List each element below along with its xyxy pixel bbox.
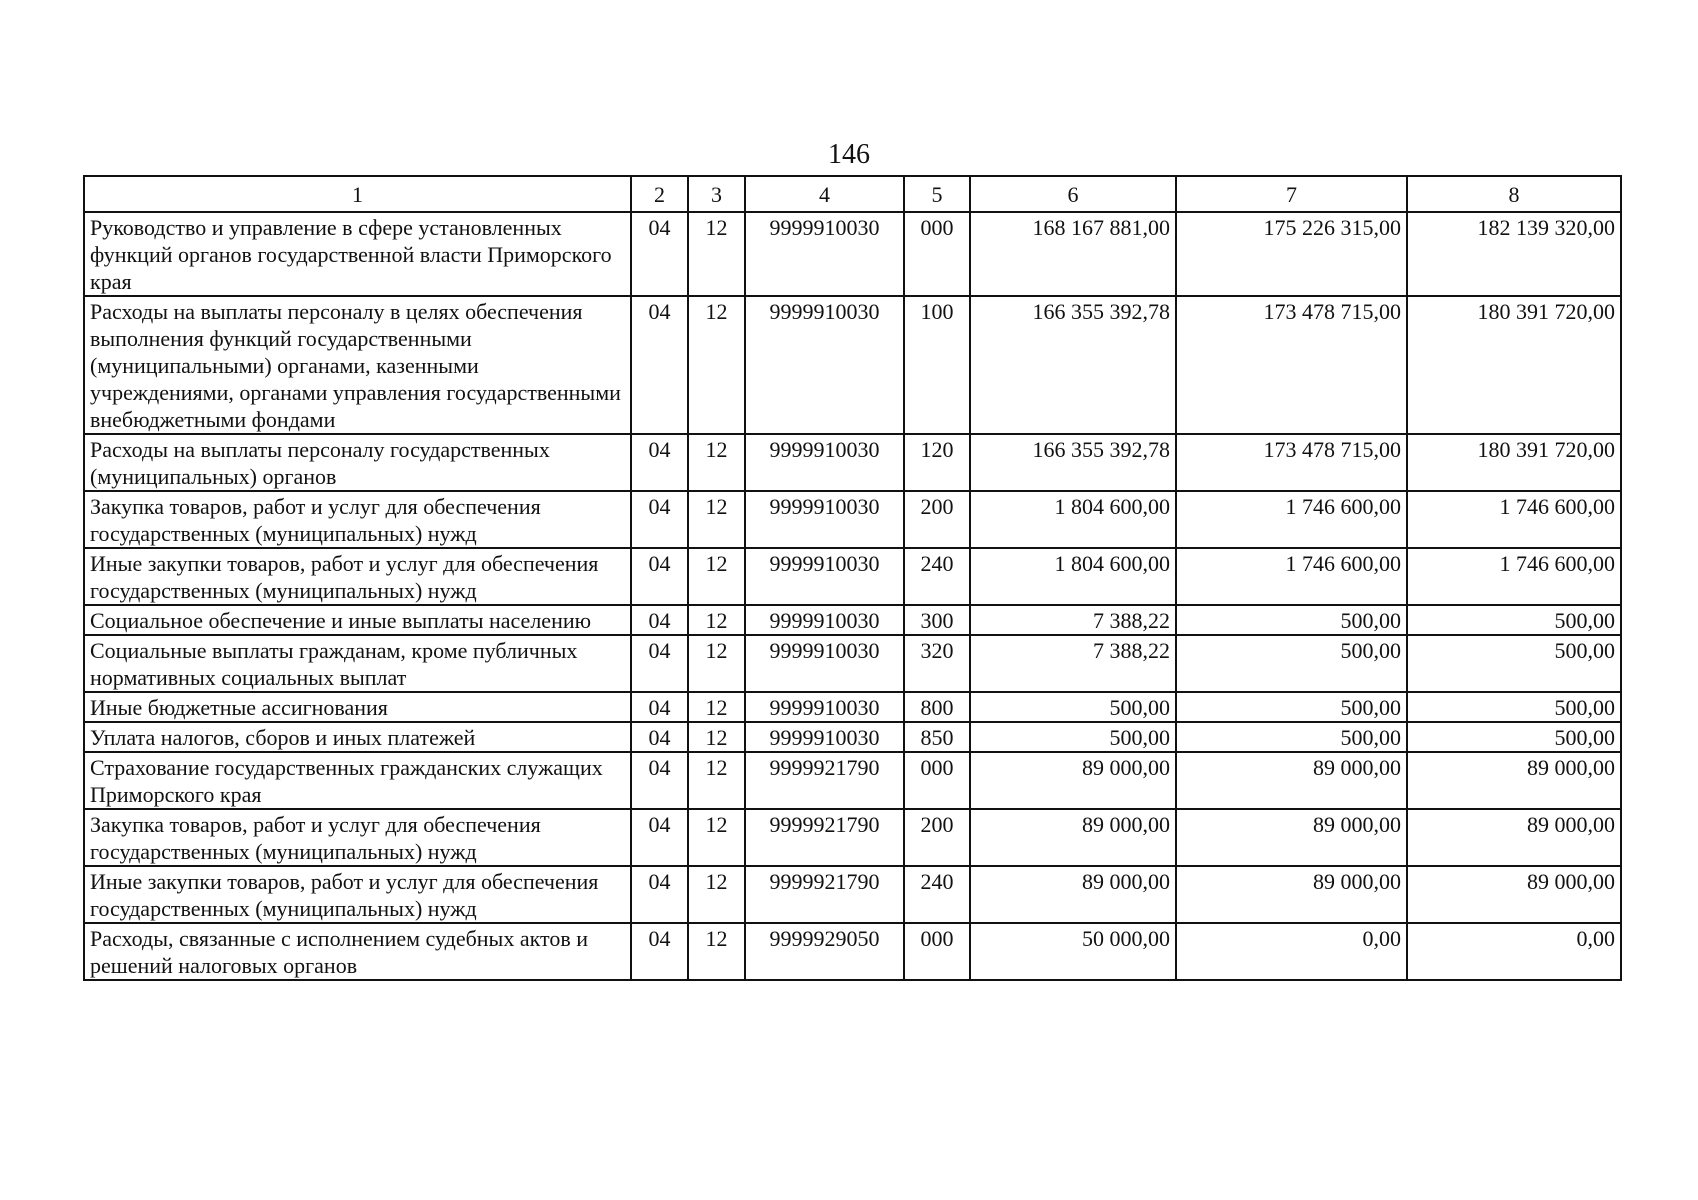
target-article-code: 9999929050 bbox=[745, 923, 904, 980]
col-header-4: 4 bbox=[745, 176, 904, 212]
expense-type-code: 200 bbox=[904, 809, 970, 866]
subsection-code: 12 bbox=[688, 923, 745, 980]
target-article-code: 9999921790 bbox=[745, 752, 904, 809]
amount-col-8: 180 391 720,00 bbox=[1407, 296, 1621, 434]
table-row bbox=[84, 752, 1621, 809]
subsection-code: 12 bbox=[688, 491, 745, 548]
target-article-code: 9999910030 bbox=[745, 692, 904, 722]
header-row bbox=[84, 176, 1621, 212]
amount-col-6: 500,00 bbox=[970, 692, 1176, 722]
amount-col-7: 500,00 bbox=[1176, 692, 1407, 722]
subsection-code: 12 bbox=[688, 548, 745, 605]
amount-col-6: 7 388,22 bbox=[970, 635, 1176, 692]
amount-col-8: 1 746 600,00 bbox=[1407, 491, 1621, 548]
section-code: 04 bbox=[631, 605, 688, 635]
table-body bbox=[84, 212, 1621, 980]
expense-name: Социальное обеспечение и иные выплаты населению bbox=[84, 605, 631, 635]
expense-type-code: 800 bbox=[904, 692, 970, 722]
amount-col-6: 89 000,00 bbox=[970, 809, 1176, 866]
target-article-code: 9999910030 bbox=[745, 491, 904, 548]
expense-name: Расходы на выплаты персоналу в целях обеспечения выполнения функций государственными (муниципальными) органами, казенными учреждениями, органами управления государственными внебюджетными фондами bbox=[84, 296, 631, 434]
expense-name: Иные закупки товаров, работ и услуг для обеспечения государственных (муниципальных) нужд bbox=[84, 548, 631, 605]
col-header-1: 1 bbox=[84, 176, 631, 212]
amount-col-7: 500,00 bbox=[1176, 605, 1407, 635]
table-row bbox=[84, 434, 1621, 491]
amount-col-7: 173 478 715,00 bbox=[1176, 296, 1407, 434]
col-header-5: 5 bbox=[904, 176, 970, 212]
expense-name: Иные бюджетные ассигнования bbox=[84, 692, 631, 722]
subsection-code: 12 bbox=[688, 722, 745, 752]
table-row bbox=[84, 491, 1621, 548]
table-row bbox=[84, 548, 1621, 605]
target-article-code: 9999910030 bbox=[745, 605, 904, 635]
expense-type-code: 000 bbox=[904, 752, 970, 809]
subsection-code: 12 bbox=[688, 605, 745, 635]
table-row bbox=[84, 635, 1621, 692]
amount-col-6: 50 000,00 bbox=[970, 923, 1176, 980]
table-row bbox=[84, 212, 1621, 296]
amount-col-6: 7 388,22 bbox=[970, 605, 1176, 635]
expense-type-code: 200 bbox=[904, 491, 970, 548]
budget-table bbox=[83, 175, 1622, 981]
table-row bbox=[84, 923, 1621, 980]
subsection-code: 12 bbox=[688, 809, 745, 866]
section-code: 04 bbox=[631, 635, 688, 692]
amount-col-8: 500,00 bbox=[1407, 605, 1621, 635]
amount-col-8: 500,00 bbox=[1407, 635, 1621, 692]
amount-col-8: 89 000,00 bbox=[1407, 809, 1621, 866]
expense-type-code: 300 bbox=[904, 605, 970, 635]
target-article-code: 9999910030 bbox=[745, 548, 904, 605]
table-row bbox=[84, 866, 1621, 923]
target-article-code: 9999910030 bbox=[745, 296, 904, 434]
table-row bbox=[84, 809, 1621, 866]
amount-col-6: 500,00 bbox=[970, 722, 1176, 752]
expense-name: Расходы, связанные с исполнением судебных актов и решений налоговых органов bbox=[84, 923, 631, 980]
col-header-8: 8 bbox=[1407, 176, 1621, 212]
amount-col-7: 89 000,00 bbox=[1176, 752, 1407, 809]
page-number: 146 bbox=[828, 139, 870, 170]
section-code: 04 bbox=[631, 296, 688, 434]
amount-col-6: 166 355 392,78 bbox=[970, 434, 1176, 491]
section-code: 04 bbox=[631, 752, 688, 809]
amount-col-8: 1 746 600,00 bbox=[1407, 548, 1621, 605]
amount-col-8: 0,00 bbox=[1407, 923, 1621, 980]
amount-col-7: 1 746 600,00 bbox=[1176, 548, 1407, 605]
amount-col-7: 89 000,00 bbox=[1176, 866, 1407, 923]
col-header-3: 3 bbox=[688, 176, 745, 212]
target-article-code: 9999910030 bbox=[745, 434, 904, 491]
section-code: 04 bbox=[631, 548, 688, 605]
expense-type-code: 240 bbox=[904, 548, 970, 605]
section-code: 04 bbox=[631, 722, 688, 752]
amount-col-7: 500,00 bbox=[1176, 722, 1407, 752]
section-code: 04 bbox=[631, 434, 688, 491]
target-article-code: 9999910030 bbox=[745, 722, 904, 752]
subsection-code: 12 bbox=[688, 866, 745, 923]
amount-col-8: 89 000,00 bbox=[1407, 752, 1621, 809]
amount-col-6: 89 000,00 bbox=[970, 866, 1176, 923]
expense-type-code: 240 bbox=[904, 866, 970, 923]
table-row bbox=[84, 296, 1621, 434]
amount-col-6: 1 804 600,00 bbox=[970, 548, 1176, 605]
section-code: 04 bbox=[631, 809, 688, 866]
expense-name: Иные закупки товаров, работ и услуг для обеспечения государственных (муниципальных) нужд bbox=[84, 866, 631, 923]
target-article-code: 9999910030 bbox=[745, 635, 904, 692]
table-row bbox=[84, 605, 1621, 635]
amount-col-6: 89 000,00 bbox=[970, 752, 1176, 809]
table-row bbox=[84, 722, 1621, 752]
expense-type-code: 320 bbox=[904, 635, 970, 692]
expense-type-code: 100 bbox=[904, 296, 970, 434]
amount-col-8: 182 139 320,00 bbox=[1407, 212, 1621, 296]
amount-col-6: 1 804 600,00 bbox=[970, 491, 1176, 548]
amount-col-8: 500,00 bbox=[1407, 722, 1621, 752]
expense-type-code: 000 bbox=[904, 923, 970, 980]
target-article-code: 9999910030 bbox=[745, 212, 904, 296]
expense-name: Руководство и управление в сфере установленных функций органов государственной власти Приморского края bbox=[84, 212, 631, 296]
amount-col-7: 173 478 715,00 bbox=[1176, 434, 1407, 491]
amount-col-8: 180 391 720,00 bbox=[1407, 434, 1621, 491]
subsection-code: 12 bbox=[688, 296, 745, 434]
amount-col-7: 89 000,00 bbox=[1176, 809, 1407, 866]
subsection-code: 12 bbox=[688, 434, 745, 491]
section-code: 04 bbox=[631, 212, 688, 296]
amount-col-8: 500,00 bbox=[1407, 692, 1621, 722]
expense-type-code: 000 bbox=[904, 212, 970, 296]
amount-col-7: 500,00 bbox=[1176, 635, 1407, 692]
subsection-code: 12 bbox=[688, 635, 745, 692]
amount-col-7: 1 746 600,00 bbox=[1176, 491, 1407, 548]
expense-name: Уплата налогов, сборов и иных платежей bbox=[84, 722, 631, 752]
section-code: 04 bbox=[631, 866, 688, 923]
amount-col-7: 175 226 315,00 bbox=[1176, 212, 1407, 296]
amount-col-6: 168 167 881,00 bbox=[970, 212, 1176, 296]
expense-type-code: 120 bbox=[904, 434, 970, 491]
col-header-2: 2 bbox=[631, 176, 688, 212]
amount-col-7: 0,00 bbox=[1176, 923, 1407, 980]
expense-name: Закупка товаров, работ и услуг для обеспечения государственных (муниципальных) нужд bbox=[84, 809, 631, 866]
col-header-6: 6 bbox=[970, 176, 1176, 212]
subsection-code: 12 bbox=[688, 752, 745, 809]
section-code: 04 bbox=[631, 923, 688, 980]
subsection-code: 12 bbox=[688, 212, 745, 296]
amount-col-8: 89 000,00 bbox=[1407, 866, 1621, 923]
table-row bbox=[84, 692, 1621, 722]
expense-name: Расходы на выплаты персоналу государственных (муниципальных) органов bbox=[84, 434, 631, 491]
section-code: 04 bbox=[631, 692, 688, 722]
expense-name: Социальные выплаты гражданам, кроме публичных нормативных социальных выплат bbox=[84, 635, 631, 692]
expense-name: Страхование государственных гражданских служащих Приморского края bbox=[84, 752, 631, 809]
target-article-code: 9999921790 bbox=[745, 866, 904, 923]
section-code: 04 bbox=[631, 491, 688, 548]
col-header-7: 7 bbox=[1176, 176, 1407, 212]
subsection-code: 12 bbox=[688, 692, 745, 722]
expense-name: Закупка товаров, работ и услуг для обеспечения государственных (муниципальных) нужд bbox=[84, 491, 631, 548]
expense-type-code: 850 bbox=[904, 722, 970, 752]
target-article-code: 9999921790 bbox=[745, 809, 904, 866]
amount-col-6: 166 355 392,78 bbox=[970, 296, 1176, 434]
